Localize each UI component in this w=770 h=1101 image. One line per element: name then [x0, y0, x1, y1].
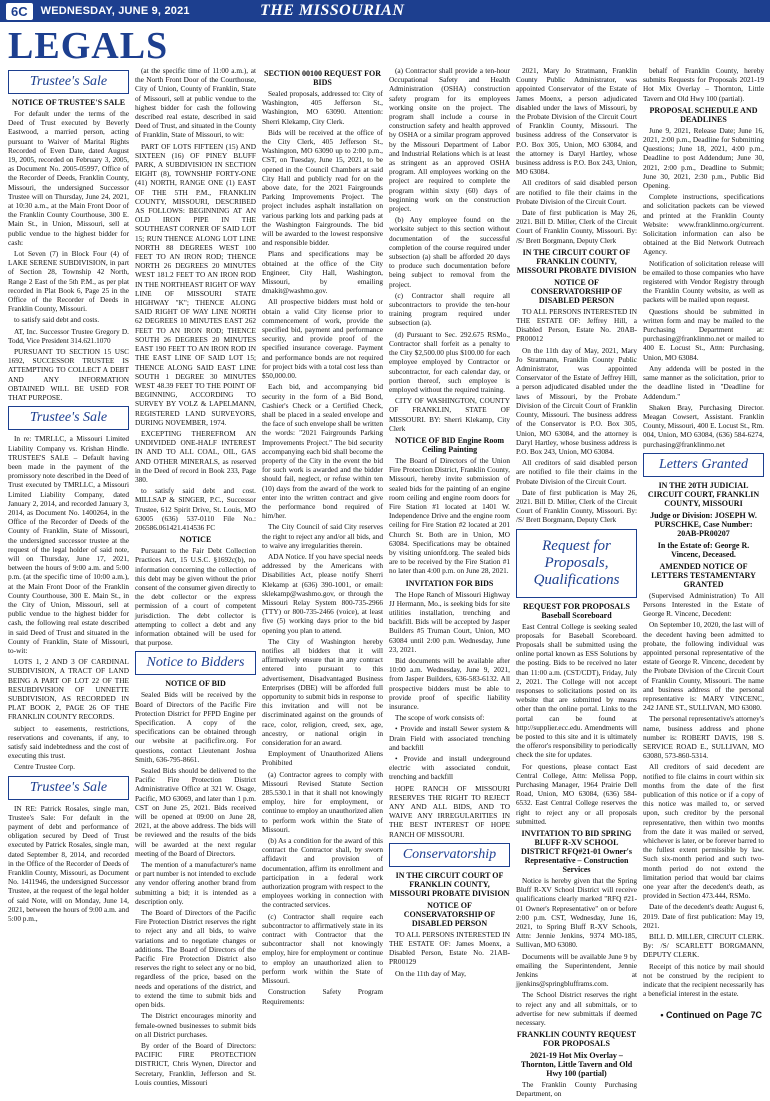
- section-heading-box: Trustee's Sale: [8, 406, 129, 430]
- notice-paragraph: AT, Inc. Successor Trustee Gregory D. Todd, Vice President 314.621.1070: [8, 326, 129, 345]
- notice-paragraph: Employment of Unauthorized Aliens Prohibited: [262, 749, 383, 768]
- notice-paragraph: HOPE RANCH OF MISSOURI RESERVES THE RIGHT TO REJECT ANY AND ALL BIDS, AND TO WAIVE ANY IRREGULARITIES IN THE BEST INTEREST OF HOPE RANCH OF MISSOURI.: [389, 783, 510, 839]
- notice-paragraph: (c) Contractor shall require all subcontractors to provide the ten-hour training program required under subsection (a).: [389, 290, 510, 328]
- notice-heading: IN THE CIRCUIT COURT OF FRANKLIN COUNTY, MISSOURI PROBATE DIVISION: [516, 247, 637, 275]
- notice-paragraph: to satisfy said debt and cost. MILLSAP & SINGER, P.C., Successor Trustee, 612 Spirit Drive, St. Louis, MO 63005 (636) 537-0110 File No.: 206586.061421.414536 FC: [135, 486, 256, 532]
- issue-date: WEDNESDAY, JUNE 9, 2021: [40, 5, 190, 17]
- notice-paragraph: Date of first publication is May 26, 2021. Bill D. Miller, Clerk of the Circuit Court of Franklin County, Missouri. By: /S/ Brett Borgmann, Deputy Clerk: [516, 208, 637, 245]
- continued-note: • Continued on Page 7C: [660, 1010, 762, 1020]
- notice-paragraph: (b) As a condition for the award of this contract the Contractor shall, by sworn affidavit and provision of documentation, affirm its enrollment and participation in a federal work authorization program with respect to the employees working in connection with the contracted services.: [262, 836, 383, 910]
- notice-paragraph: All creditors of said decedent are notified to file claims in court within six months from the date of the first publication of this notice or if a copy of this notice was mailed to, or served upon, such creditor by the personal representative, then within two months from the date it was mailed or served, whichever is later, or be forever barred to the fullest extent permissible by law. Such six-month period and such two-month period do not extend the limitation period that would bar claims one year after the decedent's death, as provided in Section 473.444, RSMo.: [643, 762, 764, 901]
- notice-paragraph: For questions, please contact East Central College, Attn: Melissa Popp, Purchasing Manager, 1964 Prairie Dell Road, Union, MO 63084, (636) 584-6532. East Central College reserves the right to reject any or all proposals submitted.: [516, 761, 637, 826]
- notice-paragraph: • Provide and install underground electric with associated conduit, trenching and backfill: [389, 754, 510, 782]
- notice-paragraph: The City of Washington hereby notifies all bidders that it will affirmatively ensure that in any contract entered into pursuant to this advertisement, Disadvantaged Business Enterprises (DBE) will be afforded full opportunity to submit bids in response to this invitation and will not be discriminated against on the grounds of race, color, religion, creed, sex, age, ancestry, or national origin in consideration for an award.: [262, 636, 383, 748]
- notice-paragraph: By order of the Board of Directors: PACIFIC FIRE PROTECTION DISTRICT, Chris Wynen, Director and Secretary, Franklin, Jefferson and St. Louis counties, Missouri: [135, 1040, 256, 1087]
- notice-heading: 2021-19 Hot Mix Overlay – Thornton, Little Tavern and Old Hwy 100 (partial): [520, 1051, 633, 1079]
- notice-heading: NOTICE OF BID Engine Room Ceiling Painting: [394, 435, 505, 454]
- notice-paragraph: PURSUANT TO SECTION 15 USC 1692, SUCCESSOR TRUSTEE IS ATTEMPTING TO COLLECT A DEBT AND ANY INFORMATION OBTAINED WILL BE USED FOR THAT PURPOSE.: [8, 347, 129, 403]
- notice-paragraph: Bid documents will be available after 10:00 a.m. Wednesday, June 9, 2021, from Jasper Builders, 636-583-6132. All prospective bidders must be able to provide proof of specific liability insurance.: [389, 655, 510, 711]
- section-heading-box: Request for Proposals, Qualifications: [516, 529, 637, 598]
- notice-paragraph: Complete instructions, specifications and solicitation packets can be viewed and printed at the Franklin County Website: www.franklinmo.org/current. Solicitation information can also be obtained at the Bid Network Outreach Agency.: [643, 192, 764, 257]
- section-heading-box: Conservatorship: [389, 843, 510, 867]
- notice-paragraph: (at the specific time of 11:00 a.m.), at the North Front Door of the Courthouse, City of Union, County of Franklin, State of Missouri, sell at public vendue to the highest bidder for cash the following described real estate, described in said Deed of Trust, and situated in the County of Franklin, State of Missouri, to wit:: [135, 66, 256, 140]
- notice-paragraph: The Franklin County Purchasing Department, on: [516, 1080, 637, 1099]
- notice-paragraph: IN RE: Patrick Rosales, single man, Trustee's Sale: For default in the payment of debt and performance of obligation secured by Deed of Trust executed by Patrick Rosales, single man, dated September 8, 2014, and recorded in the Office of the Recorder of Deeds of Franklin County, Missouri, as Document No. 1411946, the undersigned Successor Trustee, at the request of the legal holder of said Note, will on Monday, June 14, 2021, between the hours of 9:00 a.m. and 5:00 p.m.,: [8, 803, 129, 924]
- notice-paragraph: subject to easements, restrictions, reservations and covenants, if any, to satisfy said indebtedness and the cost of executing this trust.: [8, 723, 129, 761]
- notice-paragraph: The personal representative's attorney's name, business address and phone number is: ROBERT DAVIS, 198 S. SERVICE ROAD E., SULLIVAN, MO 63080, 573-860-5314.: [643, 714, 764, 761]
- notice-paragraph: TO ALL PERSONS INTERESTED IN THE ESTATE OF: Jeffrey Hill, a Disabled Person, Estate No. 20AB-PR00012: [516, 306, 637, 344]
- column-4: [389, 66, 510, 1101]
- notice-paragraph: Date of the decedent's death: August 6, 2019. Date of first publication: May 19, 2021.: [643, 902, 764, 930]
- notice-paragraph: Centre Trustee Corp.: [14, 762, 76, 772]
- column-3: [262, 66, 383, 1101]
- notice-heading: REQUEST FOR PROPOSALS Baseball Scoreboard: [523, 601, 630, 620]
- section-heading-box: Letters Granted: [643, 453, 764, 477]
- notice-paragraph: All creditors of said disabled person are notified to file their claims in the Probate Division of the Circuit Court.: [516, 178, 637, 206]
- notice-paragraph: The School District reserves the right to reject any and all submittals, or to advertise for new submittals if deemed necessary.: [516, 990, 637, 1028]
- notice-paragraph: CITY OF WASHINGTON, COUNTY OF FRANKLIN, STATE OF MISSOURI. BY: Sherri Klekamp, City Clerk: [389, 396, 510, 433]
- notice-paragraph: Shaken Bray, Purchasing Director. Meagan Cowsert, Assistant. Franklin County, Missouri, 400 E. Locust St., Rm. 004, Union, MO 63084, (636) 584-6274, purchasing@franklinmo.net: [643, 402, 764, 449]
- notice-paragraph: Bids will be received at the office of the City Clerk, 405 Jefferson St., Washington, MO 63090 up to 2:00 p.m., CST, on Tuesday, June 15, 2021, to be opened in the Council Chambers at said City Hall and publicly read for on the above date, for the 2021 Fairgrounds Parking Improvements Project. The project includes asphalt installation on various parking lots and parking pads at the Washington Fairgrounds. The bid will be awarded to the lowest responsive and responsible bidder.: [262, 127, 383, 248]
- notice-paragraph: On the 11th day of May, 2021, Mary Jo Stratmann, Franklin County Public Administrator, was appointed Conservator of the Estate of Jeffrey Hill, a person adjudicated disabled under the laws of Missouri, by the Probate Division of the Circuit Court of Franklin County, Missouri. The business address of the Conservator is P.O. Box 305, Union, MO 63084, and the attorney is Daryl Hartley, whose business address is P.O. Box 243, Union, MO 63084.: [516, 345, 637, 456]
- column-6: [643, 66, 764, 1101]
- notice-paragraph: All prospective bidders must hold or obtain a valid City license prior to commencement of work, provide the specified bid, payment and performance security, and provide proof of the specified insurance coverage. Payment and performance bonds are not required for project bids with a total cost less than $50,000.00.: [262, 297, 383, 381]
- notice-paragraph: On the 11th day of May,: [395, 968, 466, 978]
- notice-paragraph: (a) Contractor shall provide a ten-hour Occupational Safety and Health Administration (OSHA) construction safety program for its employees working onsite on the project. The program shall include a course in construction safety and health approved by OSHA or a similar program approved by the Missouri Department of Labor and Industrial Relations which is at least as stringent as an approved OSHA program. All employees working on the project are required to complete the program within sixty (60) days of beginning work on the construction project.: [389, 66, 510, 214]
- notice-paragraph: The Hope Ranch of Missouri Highway JJ Hermann, Mo., is seeking bids for site utilities installation, trenching and backfill. Bids will be accepted by Jasper Builders #5 Truman Court, Union, MO 63084 until 2:00 p.m. Wednesday, June 23, 2021.: [389, 589, 510, 654]
- notice-paragraph: Date of first publication is May 26, 2021. Bill D. Miller, Clerk of the Circuit Court of Franklin County, Missouri. By: /S/ Brett Borgmann, Deputy Clerk: [516, 487, 637, 525]
- notice-paragraph: East Central College is seeking sealed proposals for Baseball Scoreboard. Proposals shall be submitted using the online portal known as ESS Solutions by the posting. Bids to be received no later than 11:00 a.m. (CST/CDT), Friday, July 2, 2021. The College will not accept responses to solicitations posted on its website that are submitted by means other than the online portal. Links to the portal can be found at http://supplier.ecc.edu. Amendments will be posted to this site and it is ultimately the offeror's responsibility to periodically check the site for updates.: [516, 621, 637, 760]
- notice-paragraph: BILL D. MILLER, CIRCUIT CLERK. By: /S/ SCARLETT BORGMANN, DEPUTY CLERK.: [643, 932, 764, 960]
- notice-paragraph: The mention of a manufacturer's name or part number is not intended to exclude any vendor offering another brand from submitting a bid; it is intended as a description only.: [135, 860, 256, 906]
- notice-paragraph: The District encourages minority and female-owned businesses to submit bids on all District purchases.: [135, 1011, 256, 1039]
- section-title: LEGALS: [8, 25, 169, 67]
- notice-heading: INVITATION FOR BIDS: [405, 578, 494, 588]
- section-heading-box: Notice to Bidders: [135, 651, 256, 675]
- notice-paragraph: (c) Contractor shall require each subcontractor to affirmatively state in its contract with Contractor that the subcontractor shall not knowingly employ, hire for employment or continue to employ an unauthorized alien to perform work within the State of Missouri.: [262, 911, 383, 986]
- notice-paragraph: Plans and specifications may be obtained at the office of the City Engineer, City Hall, Washington, Missouri, by emailing dmakit@washmo.gov.: [262, 249, 383, 296]
- notice-paragraph: to satisfy said debt and costs.: [14, 315, 100, 325]
- notice-paragraph: (b) Any employee found on the worksite subject to this section without documentation of the successful completion of the course required under subsection (a) shall be afforded 20 days to produce such documentation before being subject to removal from the project.: [389, 215, 510, 289]
- notice-paragraph: For default under the terms of the Deed of Trust executed by Beverly Eastwood, a married person, acting pursuant to Waiver of Marital Rights Recorded of Even Date, dated August 19, 2005, recorded on February 3, 2005, as Document No. 2005-05997, Office of the Recorder of Deeds, Franklin County, Missouri, the undersigned Successor Trustee will on Thursday, June 24, 2021, at 10:30 a.m., at the Main Front Door of the Franklin County Courthouse, 300 E. Main St., in Union, Missouri, sell at public vendue to the highest bidder for cash:: [8, 109, 129, 247]
- legal-columns: [8, 66, 764, 1099]
- notice-paragraph: (d) Pursuant to Sec. 292.675 RSMo., Contractor shall forfeit as a penalty to the City $2,500.00 plus $100.00 for each employee employed by Contractor or subcontractor, for each calendar day, or portion thereof, such employee is employed without the required training.: [389, 329, 510, 394]
- notice-heading: NOTICE OF CONSERVATORSHIP OF DISABLED PERSON: [403, 900, 496, 928]
- page-header-bar: [0, 0, 770, 22]
- notice-paragraph: The Board of Directors of the Union Fire Protection District, Franklin County, Missouri, hereby invite submission of sealed bids for the painting of an engine room ceiling and engine room doors for Fire Station #1 located at 1401 W. Independence Drive and the engine room ceiling for Fire Station #2 located at 201 Church St. Both are in Union, MO 63084. Specifications may be obtained by visiting unionfd.org. The sealed bids are to be received by the Fire Station #1 no later than 4:00 p.m. on June 28, 2021.: [389, 455, 510, 576]
- notice-paragraph: 2021, Mary Jo Stratmann, Franklin County Public Administrator, was appointed Conservator of the Estate of James Moenx, a person adjudicated disabled under the laws of Missouri, by the Probate Division of the Circuit Court of Franklin County, Missouri. The business address of the Conservator is P.O. Box 305, Union, MO 63084, and the attorney is Daryl Hartley, whose business address is P.O. Box 243, Union, MO 63084.: [516, 66, 637, 177]
- section-heading-box: Trustee's Sale: [8, 70, 129, 94]
- notice-paragraph: Each bid, and accompanying bid security in the form of a Bid Bond, Cashier's Check or a Certified Check, shall be placed in a sealed envelope and the face of such envelope shall be written the words: "2021 Fairgrounds Parking Improvements Project." The bid security accompanying each bid shall become the property of the City in the event the bid for such work is awarded and the bidder should fail, neglect, or refuse within ten (10) days from the award of the work to enter into the written contract and give the performance bond required of him/her.: [262, 382, 383, 521]
- notice-paragraph: Lot Seven (7) in Block Four (4) of LAKE SERENE SUBDIVISION, in part of Section 28, Township 42 North, Range 2 East of the 5th P.M., as per plat recorded in Plat Book 6, Page 25 in the Office of the Recorder of Deeds in Franklin County, Missouri.: [8, 249, 129, 314]
- notice-paragraph: behalf of Franklin County, hereby submits Requests for Proposals 2021-19 Hot Mix Overlay – Thornton, Little Tavern and Old Hwy 100 (partial).: [643, 66, 764, 103]
- column-5: [516, 66, 637, 1101]
- notice-paragraph: Sealed Bids should be delivered to the Pacific Fire Protection District Administrative Office at 321 W. Osage, Pacific, MO 63069, and later than 1 p.m. CST on June 25, 2021. Bids received will be opened at 09:00 on June 28, 2021, at the above address. The bids will be reviewed and the results of the bids will be awarded at the next regular meeting of the Board of Directors.: [135, 766, 256, 858]
- notice-paragraph: All creditors of said disabled person are notified to file their claims in the Probate Division of the Circuit Court.: [516, 458, 637, 486]
- column-1: [8, 66, 129, 1101]
- notice-paragraph: LOTS 1, 2 AND 3 OF CARDINAL SUBDIVISION, A TRACT OF LAND BEING A PART OF LOT 22 OF THE RESUBDIVISION OF UNNETTE SUBDIVISION, AS RECORDED IN PLAT BOOK 2, PAGE 26 OF THE FRANKLIN COUNTY RECORDS.: [8, 657, 129, 722]
- notice-paragraph: Notice is hereby given that the Spring Bluff R-XV School District will receive qualifications clearly marked "RFQ #21-01 Owner's Representative" on or before 2:00 p.m. CST, Wednesday, June 16, 2021, to Spring Bluff R-XV Schools, Attn: Jennie Jenkins, 9374 MO-185, Sullivan, MO 63080.: [516, 876, 637, 950]
- notice-heading: PROPOSAL SCHEDULE AND DEADLINES: [649, 105, 758, 124]
- notice-heading: INVITATION TO BID SPRING BLUFF R-XV SCHOOL DISTRICT RFQ#21-01 Owner's Representative – Construction Services: [521, 829, 632, 874]
- notice-paragraph: Receipt of this notice by mail should not be construed by the recipient to indicate that the recipient necessarily has a beneficial interest in the estate.: [643, 961, 764, 999]
- notice-paragraph: EXCEPTING THEREFROM AN UNDIVIDED ONE-HALF INTEREST IN AND TO ALL COAL, OIL, GAS AND OTHER MINERALS, as reserved in the Deed of record in Book 233, Page 380.: [135, 428, 256, 484]
- notice-paragraph: Documents will be available June 9 by emailing the Superintendent, Jennie Jenkins at jjenkins@springblufframs.com.: [516, 951, 637, 989]
- column-2: [135, 66, 256, 1101]
- notice-paragraph: PART OF LOTS FIFTEEN (15) AND SIXTEEN (16) OF PINEY BLUFF PARK, A SUBDIVISION IN SECTION EIGHT (8), TOWNSHIP FORTY-ONE (41) NORTH, RANGE ONE (1) EAST OF THE 5TH P.M., FRANKLIN COUNTY, MISSOURI, DESCRIBED AS FOLLOWS: BEGINNING AT AN OLD IRON PIPE IN THE SOUTHEAST CORNER OF SAID LOT 15; RUN THENCE ALONG LOT LINE NORTH 88 DEGREES WEST 100 FEET TO AN IRON ROD; THENCE NORTH 26 DEGREES 20 MINUTES WEST 181.2 FEET TO AN IRON ROD IN THE NORTHEAST RIGHT OF WAY LINE OF MISSOURI STATE HIGHWAY "K"; THENCE ALONG SAID RIGHT OF WAY LINE NORTH 62 DEGREES 10 MINUTES EAST 262 FEET TO AN IRON ROD; THENCE SOUTH 26 DEGREES 20 MINUTES EAST 190 FEET TO AN IRON ROD IN THE EAST LINE OF SAID LOT 15; THENCE ALONG SAID EAST LINE SOUTH 1 DEGREE 30 MINUTES WEST 48.39 FEET TO THE POINT OF BEGINNING, ACCORDING TO SURVEY BY VOLZ & LAPELMANN, REGISTERED LAND SURVEYORS, DURING NOVEMBER, 1974.: [135, 141, 256, 427]
- notice-paragraph: (Supervised Administration) To All Persons Interested in the Estate of George R. Vincenc, Decedent:: [643, 590, 764, 619]
- notice-heading: SECTION 00100 REQUEST FOR BIDS: [264, 69, 381, 87]
- notice-paragraph: The Board of Directors of the Pacific Fire Protection District reserves the right to reject any and all bids, to waive variations and to negotiate changes or additions. The Board of Directors of the Pacific Fire Protection District also reserves the right to select any or no bid, regardless of the price, based on the needs and operations of the district, and to extend the time to submit bids and open bids.: [135, 908, 256, 1010]
- notice-paragraph: ADA Notice. If you have special needs addressed by the Americans with Disabilities Act, please notify Sherri Klekamp at (636) 390-1001, or email: sklekamp@washmo.gov, or through the Missouri Relay System 800-735-2966 (TTY) or 800-735-2466 (voice), at least five (5) working days prior to the bid opening you plan to attend.: [262, 551, 383, 635]
- notice-heading: NOTICE OF BID: [165, 679, 226, 689]
- notice-paragraph: Sealed proposals, addressed to: City of Washington, 405 Jefferson St., Washington, MO 63090. Attention: Sherri Klekamp, City Clerk.: [262, 89, 383, 126]
- notice-heading: NOTICE OF CONSERVATORSHIP OF DISABLED PERSON: [530, 277, 623, 305]
- notice-paragraph: Sealed Bids will be received by the Board of Directors of the Pacific Fire Protection District for PFPD Engine per Specification. A copy of the specifications can be obtained through our website at pacificfire.org. For questions, contact Lieutenant Joshua Smith, 636-795-8661.: [135, 690, 256, 764]
- notice-paragraph: Pursuant to the Fair Debt Collection Practices Act, 15 U.S.C. §1692c(b), no information concerning the collection of this debt may be given without the prior consent of the consumer given directly to the debt collector or the express permission of a court of competent jurisdiction. The debt collector is attempting to collect a debt and any information obtained will be used for that purpose.: [135, 546, 256, 648]
- notice-paragraph: June 9, 2021, Release Date; June 16, 2021, 2:00 p.m., Deadline for Submitting Questions; June 18, 2021, 4:00 p.m., Deadline to post Addendum; June 30, 2021, 2:00 p.m., Deadline to Submit; June 30, 2021, 2:30 p.m., Public Bid Opening.: [643, 125, 764, 191]
- notice-paragraph: Construction Safety Program Requirements:: [262, 987, 383, 1006]
- newspaper-name: THE MISSOURIAN: [260, 2, 405, 19]
- page-number: 6C: [6, 3, 33, 20]
- notice-paragraph: • Provide and install Sewer system & Drain Field with associated trenching and backfill: [389, 724, 510, 752]
- notice-heading: Judge or Division: JOSEPH W. PURSCHKE, Case Number: 20AB-PR00207: [650, 510, 757, 538]
- notice-heading: In the Estate of: George R. Vincenc, Deceased.: [657, 540, 750, 559]
- notice-paragraph: On September 10, 2020, the last will of the decedent having been admitted to probate, the following individual was appointed personal representative of the estate of George R. Vincenc, decedent by the Probate Division of the Circuit Court of Franklin County, Missouri. The name and business address of the personal representative is: MARY VINCENC, 242 JANE ST., SULLIVAN, MO 63080.: [643, 620, 764, 713]
- notice-paragraph: Notification of solicitation release will be emailed to those companies who have registered with Vendor Registry through the Franklin County website, as well as packets will be mailed upon request.: [643, 258, 764, 305]
- notice-heading: FRANKLIN COUNTY REQUEST FOR PROPOSALS: [516, 1030, 637, 1049]
- notice-paragraph: In re: TMRLLC, a Missouri Limited Liability Company vs. Krishan Hindle. TRUSTEE'S SALE – Default having been made in the payment of the promissory note described in the Deed of Trust executed by TMRLLC, a Missouri Limited Liability Company, dated January 2, 2014, and recorded January 3, 2014, as Document No. 1400264, in the Office of the Recorder of Deeds of the County of Franklin, State of Missouri, the undersigned successor trustee at the request of the legal holder of said note, will on Thursday, June 17, 2021, between the hours of 9:00 a.m. and 5:00 p.m. (at the specific time of 10:00 a.m.), at the Main Front Door of the Franklin County Courthouse, 300 E. Main St., in the City of Union, Missouri, sell at public vendue to the highest bidder for cash, the following real estate described in said Deed of Trust and situated in the County of Franklin, State of Missouri, to-wit:: [8, 434, 129, 655]
- notice-heading: NOTICE: [179, 535, 212, 545]
- section-heading-box: Trustee's Sale: [8, 776, 129, 800]
- notice-heading: NOTICE OF TRUSTEE'S SALE: [11, 98, 126, 107]
- notice-paragraph: The scope of work consists of:: [395, 713, 485, 723]
- notice-paragraph: Questions should be submitted in written form and may be mailed to the Purchasing Department at: purchasing@franklinmo.net or mailed to 400 E. Locust St., Attn: Purchasing, Union, MO 63084.: [643, 306, 764, 362]
- notice-heading: IN THE 20TH JUDICIAL CIRCUIT COURT, FRANKLIN COUNTY, MISSOURI: [647, 480, 760, 508]
- notice-paragraph: The City Council of said City reserves the right to reject any and/or all bids, and to waive any irregularities therein.: [262, 522, 383, 550]
- notice-paragraph: (a) Contractor agrees to comply with Missouri Revised Statute Section 285.530.1 in that it shall not knowingly employ, hire for employment, or continue to employ an unauthorized alien to perform work within the State of Missouri.: [262, 769, 383, 834]
- notice-heading: AMENDED NOTICE OF LETTERS TESTAMENTARY GRANTED: [651, 561, 756, 589]
- notice-paragraph: Any addenda will be posted in the same manner as the solicitation, prior to the deadline listed in "Deadline for Addendum.": [643, 363, 764, 401]
- notice-paragraph: TO ALL PERSONS INTERESTED IN THE ESTATE OF: James Moenx, a Disabled Person, Estate No. 21AB-PR00129: [389, 929, 510, 967]
- notice-heading: IN THE CIRCUIT COURT OF FRANKLIN COUNTY, MISSOURI PROBATE DIVISION: [389, 870, 510, 898]
